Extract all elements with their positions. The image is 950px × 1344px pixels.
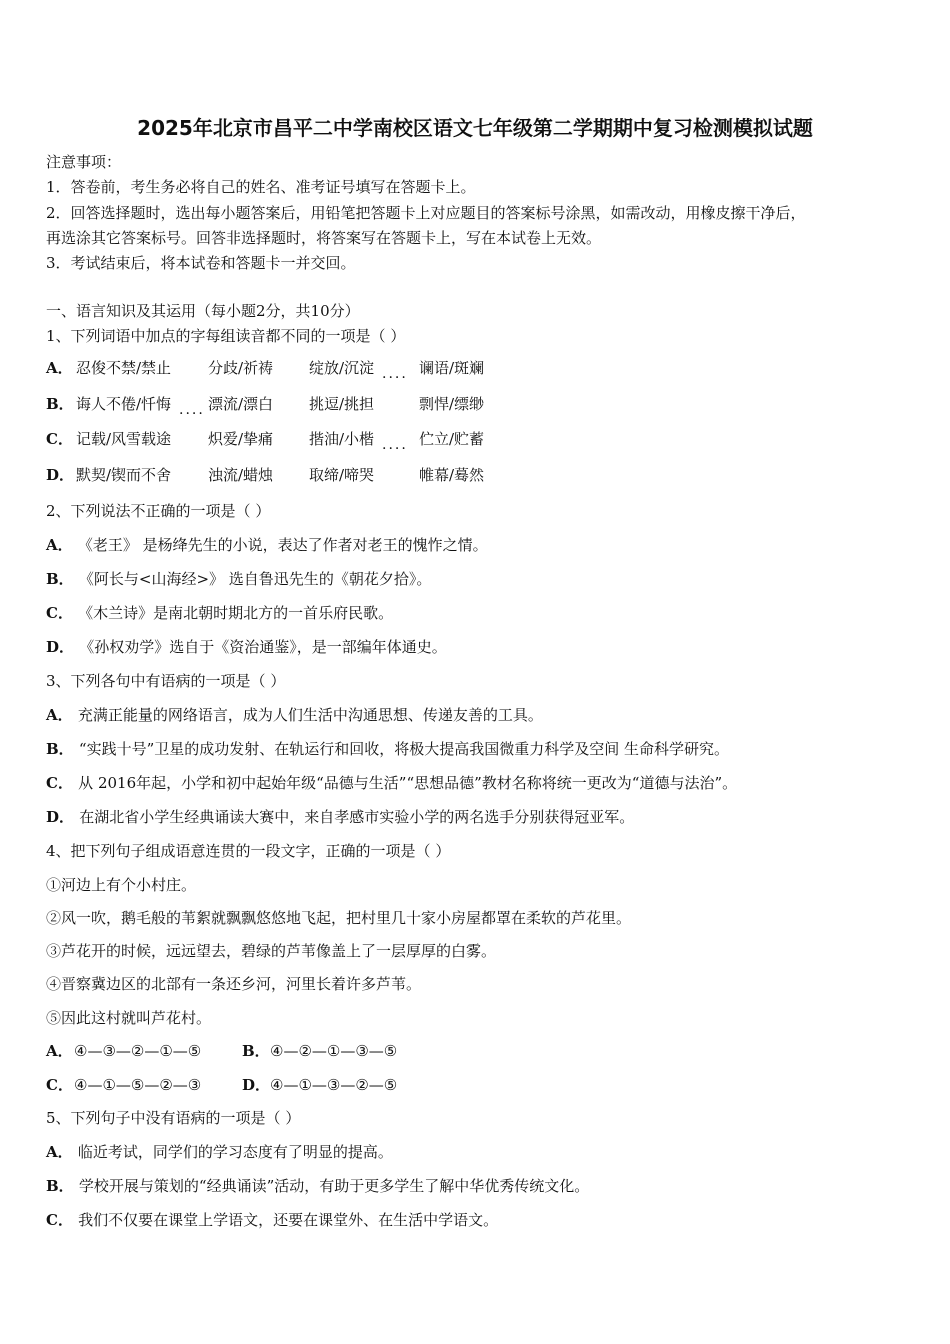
q4-stem: 4、把下列句子组成语意连贯的一段文字，正确的一项是（ ）: [46, 842, 451, 860]
option-label: A．: [46, 1143, 78, 1161]
q4-sentence-1: ①河边上有个小村庄。: [46, 876, 197, 894]
notice-item-2-cont: 再选涂其它答案标号。回答非选择题时，将答案写在答题卡上，写在本试卷上无效。: [46, 229, 602, 247]
option-label: A．: [46, 706, 78, 724]
q2-option-b: B． 《阿长与<山海经>》 选自鲁迅先生的《朝花夕拾》。: [46, 570, 432, 588]
option-label: A．: [46, 359, 73, 377]
option-label: B．: [242, 1042, 270, 1060]
word-group-2: 炽爱/挚痛: [208, 430, 274, 448]
option-text: ④—②—①—③—⑤: [270, 1042, 398, 1060]
notice-item-3: 3．考试结束后，将本试卷和答题卡一并交回。: [46, 254, 356, 272]
word-group-3: 揩油/小楷: [309, 430, 375, 448]
word-group-1: 诲人不倦/忏悔: [76, 395, 172, 413]
page-title: 2025年北京市昌平二中学南校区语文七年级第二学期期中复习检测模拟试题: [137, 116, 813, 140]
q3-option-b: B． “实践十号”卫星的成功发射、在轨运行和回收，将极大提高我国微重力科学及空间 生命科学研究。: [46, 740, 730, 758]
q4-options-row-2: [46, 1074, 546, 1098]
word-group-1: 默契/锲而不舍: [76, 466, 172, 484]
option-label: B．: [46, 1177, 79, 1195]
option-label: D．: [242, 1076, 271, 1094]
emphasis-dots: ....: [382, 437, 408, 453]
word-group-4: 谰语/斑斓: [419, 359, 485, 377]
q1-stem: 1、下列词语中加点的字每组读音都不同的一项是（ ）: [46, 327, 406, 345]
q2-stem: 2、下列说法不正确的一项是（ ）: [46, 502, 271, 520]
word-group-3: 挑逗/挑担: [309, 395, 375, 413]
q4-sentence-5: ⑤因此这村就叫芦花村。: [46, 1009, 212, 1027]
option-label: D．: [46, 808, 80, 826]
option-label: A．: [46, 536, 78, 554]
option-text: ④—①—⑤—②—③: [74, 1076, 202, 1094]
word-group-2: 漂流/漂白: [208, 395, 274, 413]
option-label: B．: [46, 570, 79, 588]
q1-option-a: [46, 357, 906, 381]
q3-option-a: A． 充满正能量的网络语言，成为人们生活中沟通思想、传递友善的工具。: [46, 706, 543, 724]
q5-stem: 5、下列句子中没有语病的一项是（ ）: [46, 1109, 301, 1127]
option-label: C．: [46, 430, 73, 448]
word-group-2: 分歧/祈祷: [208, 359, 274, 377]
option-label: D．: [46, 466, 75, 484]
notice-item-2: 2．回答选择题时，选出每小题答案后，用铅笔把答题卡上对应题目的答案标号涂黑，如需改动，用橡皮擦干净后，: [46, 204, 806, 222]
word-group-4: 伫立/贮蓄: [419, 430, 485, 448]
q3-option-d: D． 在湖北省小学生经典诵读大赛中，来自孝感市实验小学的两名选手分别获得冠亚军。: [46, 808, 635, 826]
option-label: C．: [46, 604, 79, 622]
q2-option-c: C． 《木兰诗》是南北朝时期北方的一首乐府民歌。: [46, 604, 394, 622]
option-text: ④—③—②—①—⑤: [74, 1042, 202, 1060]
q5-option-b: B． 学校开展与策划的“经典诵读”活动，有助于更多学生了解中华优秀传统文化。: [46, 1177, 590, 1195]
q5-option-a: A． 临近考试，同学们的学习态度有了明显的提高。: [46, 1143, 393, 1161]
q4-sentence-3: ③芦花开的时候，远远望去，碧绿的芦苇像盖上了一层厚厚的白雾。: [46, 942, 497, 960]
option-label: C．: [46, 1211, 79, 1229]
q1-option-d: [46, 464, 906, 488]
option-label: D．: [46, 638, 80, 656]
q4-sentence-2: ②风一吹，鹅毛般的苇絮就飘飘悠悠地飞起，把村里几十家小房屋都罩在柔软的芦花里。: [46, 909, 632, 927]
option-label: C．: [46, 774, 79, 792]
q3-option-c: C． 从 2016年起，小学和初中起始年级“品德与生活”“思想品德”教材名称将统一更改为“道德与法治”。: [46, 774, 738, 792]
notice-heading: 注意事项：: [46, 153, 122, 171]
option-text: ④—①—③—②—⑤: [270, 1076, 398, 1094]
word-group-3: 绽放/沉淀: [309, 359, 375, 377]
option-label: B．: [46, 395, 74, 413]
emphasis-dots: ....: [382, 366, 408, 382]
q5-option-c: C． 我们不仅要在课堂上学语文，还要在课堂外、在生活中学语文。: [46, 1211, 499, 1229]
option-label: A．: [46, 1042, 73, 1060]
q4-options-row-1: [46, 1040, 546, 1064]
word-group-4: 帷幕/蓦然: [419, 466, 485, 484]
q2-option-a: A． 《老王》 是杨绛先生的小说，表达了作者对老王的愧怍之情。: [46, 536, 488, 554]
q2-option-d: D． 《孙权劝学》选自于《资治通鉴》，是一部编年体通史。: [46, 638, 447, 656]
q3-stem: 3、下列各句中有语病的一项是（ ）: [46, 672, 286, 690]
word-group-1: 记载/风雪载途: [76, 430, 172, 448]
word-group-1: 忍俊不禁/禁止: [76, 359, 172, 377]
q1-option-c: [46, 428, 906, 452]
word-group-4: 剽悍/缥缈: [419, 395, 485, 413]
word-group-2: 浊流/蜡烛: [208, 466, 274, 484]
q1-option-b: [46, 393, 906, 417]
notice-item-1: 1．答卷前，考生务必将自己的姓名、准考证号填写在答题卡上。: [46, 178, 476, 196]
emphasis-dots: ....: [179, 402, 205, 418]
q4-sentence-4: ④晋察冀边区的北部有一条还乡河，河里长着许多芦苇。: [46, 975, 422, 993]
word-group-3: 取缔/啼哭: [309, 466, 375, 484]
option-label: C．: [46, 1076, 73, 1094]
option-label: B．: [46, 740, 79, 758]
section-heading: 一、语言知识及其运用（每小题2分，共10分）: [46, 302, 360, 320]
